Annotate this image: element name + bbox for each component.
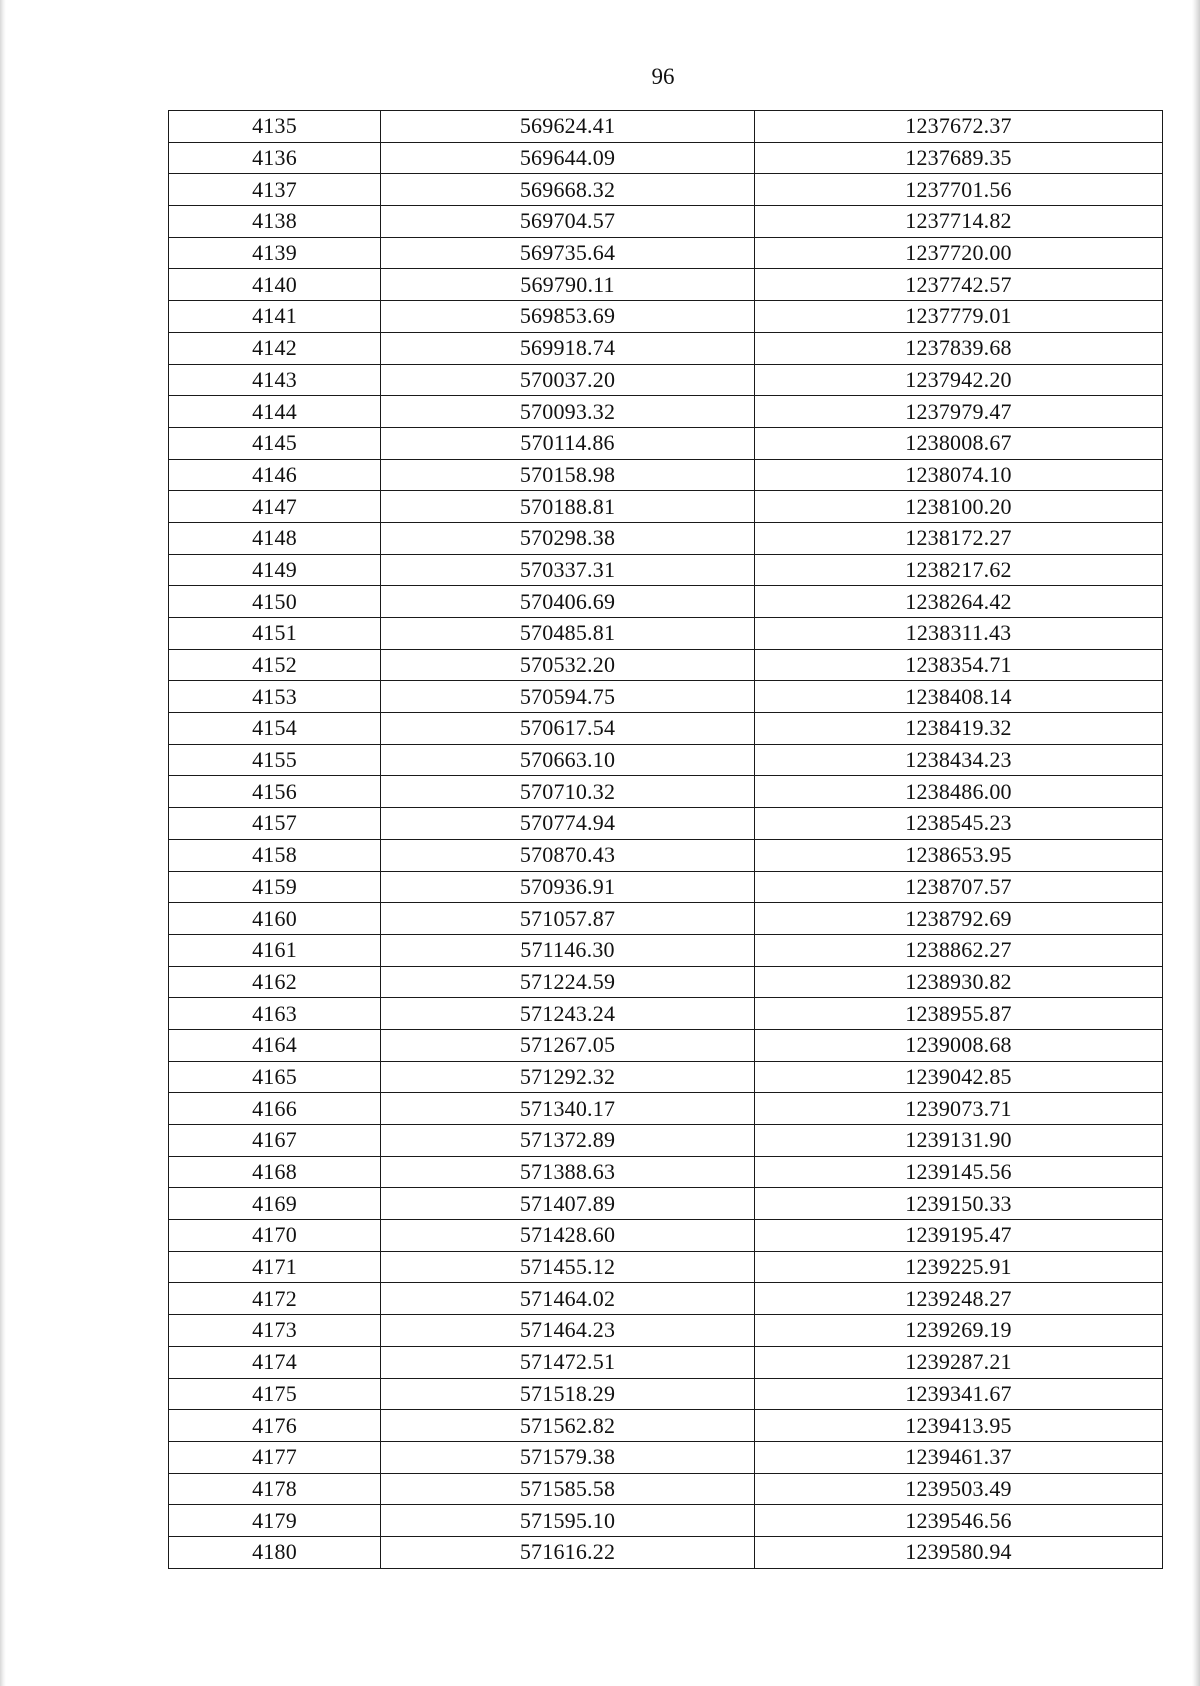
- y-coordinate-cell: 1239413.95: [755, 1410, 1163, 1442]
- y-coordinate-cell: 1239145.56: [755, 1156, 1163, 1188]
- point-number-cell: 4164: [169, 1029, 381, 1061]
- y-coordinate-cell: 1238862.27: [755, 934, 1163, 966]
- x-coordinate-cell: 571243.24: [381, 998, 755, 1030]
- table-row: [169, 744, 1163, 776]
- table-row: [169, 649, 1163, 681]
- point-number-cell: 4170: [169, 1220, 381, 1252]
- y-coordinate-cell: 1237689.35: [755, 142, 1163, 174]
- table-row: [169, 1473, 1163, 1505]
- x-coordinate-cell: 569918.74: [381, 332, 755, 364]
- x-coordinate-cell: 570298.38: [381, 522, 755, 554]
- table-row: [169, 427, 1163, 459]
- y-coordinate-cell: 1238217.62: [755, 554, 1163, 586]
- y-coordinate-cell: 1238419.32: [755, 713, 1163, 745]
- page-number: 96: [651, 64, 675, 89]
- x-coordinate-cell: 571372.89: [381, 1125, 755, 1157]
- y-coordinate-cell: 1237839.68: [755, 332, 1163, 364]
- y-coordinate-cell: 1237720.00: [755, 237, 1163, 269]
- y-coordinate-cell: 1239008.68: [755, 1029, 1163, 1061]
- point-number-cell: 4172: [169, 1283, 381, 1315]
- x-coordinate-cell: 570114.86: [381, 427, 755, 459]
- point-number-cell: 4155: [169, 744, 381, 776]
- table-row: [169, 554, 1163, 586]
- x-coordinate-cell: 570532.20: [381, 649, 755, 681]
- x-coordinate-cell: 569668.32: [381, 174, 755, 206]
- point-number-cell: 4143: [169, 364, 381, 396]
- point-number-cell: 4144: [169, 396, 381, 428]
- x-coordinate-cell: 571464.02: [381, 1283, 755, 1315]
- y-coordinate-cell: 1238955.87: [755, 998, 1163, 1030]
- table-row: [169, 206, 1163, 238]
- table-row: [169, 713, 1163, 745]
- x-coordinate-cell: 570663.10: [381, 744, 755, 776]
- point-number-cell: 4169: [169, 1188, 381, 1220]
- point-number-cell: 4175: [169, 1378, 381, 1410]
- x-coordinate-cell: 571428.60: [381, 1220, 755, 1252]
- table-row: [169, 269, 1163, 301]
- point-number-cell: 4177: [169, 1441, 381, 1473]
- point-number-cell: 4160: [169, 903, 381, 935]
- table-row: [169, 1220, 1163, 1252]
- y-coordinate-cell: 1237714.82: [755, 206, 1163, 238]
- x-coordinate-cell: 570774.94: [381, 808, 755, 840]
- table-row: [169, 1536, 1163, 1568]
- y-coordinate-cell: 1239287.21: [755, 1346, 1163, 1378]
- y-coordinate-cell: 1239225.91: [755, 1251, 1163, 1283]
- point-number-cell: 4151: [169, 618, 381, 650]
- point-number-cell: 4142: [169, 332, 381, 364]
- y-coordinate-cell: 1239248.27: [755, 1283, 1163, 1315]
- table-row: [169, 1283, 1163, 1315]
- x-coordinate-cell: 571388.63: [381, 1156, 755, 1188]
- table-row: [169, 776, 1163, 808]
- table-row: [169, 903, 1163, 935]
- x-coordinate-cell: 571267.05: [381, 1029, 755, 1061]
- x-coordinate-cell: 571616.22: [381, 1536, 755, 1568]
- x-coordinate-cell: 570337.31: [381, 554, 755, 586]
- y-coordinate-cell: 1239131.90: [755, 1125, 1163, 1157]
- y-coordinate-cell: 1237701.56: [755, 174, 1163, 206]
- x-coordinate-cell: 571292.32: [381, 1061, 755, 1093]
- x-coordinate-cell: 570936.91: [381, 871, 755, 903]
- x-coordinate-cell: 571579.38: [381, 1441, 755, 1473]
- table-row: [169, 1378, 1163, 1410]
- table-row: [169, 1061, 1163, 1093]
- y-coordinate-cell: 1239503.49: [755, 1473, 1163, 1505]
- table-row: [169, 839, 1163, 871]
- point-number-cell: 4166: [169, 1093, 381, 1125]
- y-coordinate-cell: 1237942.20: [755, 364, 1163, 396]
- table-row: [169, 808, 1163, 840]
- point-number-cell: 4158: [169, 839, 381, 871]
- table-row: [169, 491, 1163, 523]
- point-number-cell: 4167: [169, 1125, 381, 1157]
- x-coordinate-cell: 570870.43: [381, 839, 755, 871]
- table-row: [169, 1029, 1163, 1061]
- y-coordinate-cell: 1239073.71: [755, 1093, 1163, 1125]
- x-coordinate-cell: 569853.69: [381, 301, 755, 333]
- x-coordinate-cell: 570617.54: [381, 713, 755, 745]
- point-number-cell: 4156: [169, 776, 381, 808]
- y-coordinate-cell: 1239150.33: [755, 1188, 1163, 1220]
- x-coordinate-cell: 571407.89: [381, 1188, 755, 1220]
- x-coordinate-cell: 571472.51: [381, 1346, 755, 1378]
- table-row: [169, 174, 1163, 206]
- y-coordinate-cell: 1238707.57: [755, 871, 1163, 903]
- x-coordinate-cell: 570188.81: [381, 491, 755, 523]
- table-row: [169, 934, 1163, 966]
- point-number-cell: 4165: [169, 1061, 381, 1093]
- y-coordinate-cell: 1238408.14: [755, 681, 1163, 713]
- y-coordinate-cell: 1239341.67: [755, 1378, 1163, 1410]
- y-coordinate-cell: 1238545.23: [755, 808, 1163, 840]
- y-coordinate-cell: 1239195.47: [755, 1220, 1163, 1252]
- x-coordinate-cell: 569735.64: [381, 237, 755, 269]
- x-coordinate-cell: 569624.41: [381, 111, 755, 143]
- point-number-cell: 4150: [169, 586, 381, 618]
- point-number-cell: 4148: [169, 522, 381, 554]
- table-row: [169, 1505, 1163, 1537]
- point-number-cell: 4137: [169, 174, 381, 206]
- y-coordinate-cell: 1238008.67: [755, 427, 1163, 459]
- x-coordinate-cell: 570406.69: [381, 586, 755, 618]
- point-number-cell: 4136: [169, 142, 381, 174]
- x-coordinate-cell: 569644.09: [381, 142, 755, 174]
- x-coordinate-cell: 571464.23: [381, 1315, 755, 1347]
- y-coordinate-cell: 1238354.71: [755, 649, 1163, 681]
- table-row: [169, 998, 1163, 1030]
- x-coordinate-cell: 571562.82: [381, 1410, 755, 1442]
- table-row: [169, 1315, 1163, 1347]
- table-row: [169, 459, 1163, 491]
- table-row: [169, 111, 1163, 143]
- table-row: [169, 681, 1163, 713]
- table-row: [169, 1346, 1163, 1378]
- x-coordinate-cell: 571224.59: [381, 966, 755, 998]
- point-number-cell: 4168: [169, 1156, 381, 1188]
- table-row: [169, 1188, 1163, 1220]
- point-number-cell: 4154: [169, 713, 381, 745]
- point-number-cell: 4161: [169, 934, 381, 966]
- point-number-cell: 4140: [169, 269, 381, 301]
- table-row: [169, 618, 1163, 650]
- x-coordinate-cell: 570594.75: [381, 681, 755, 713]
- table-row: [169, 522, 1163, 554]
- point-number-cell: 4141: [169, 301, 381, 333]
- y-coordinate-cell: 1237742.57: [755, 269, 1163, 301]
- y-coordinate-cell: 1238264.42: [755, 586, 1163, 618]
- point-number-cell: 4149: [169, 554, 381, 586]
- point-number-cell: 4176: [169, 1410, 381, 1442]
- coordinates-table-body: [169, 111, 1163, 1569]
- point-number-cell: 4157: [169, 808, 381, 840]
- table-row: [169, 301, 1163, 333]
- y-coordinate-cell: 1238792.69: [755, 903, 1163, 935]
- table-row: [169, 142, 1163, 174]
- point-number-cell: 4146: [169, 459, 381, 491]
- x-coordinate-cell: 570710.32: [381, 776, 755, 808]
- x-coordinate-cell: 571455.12: [381, 1251, 755, 1283]
- x-coordinate-cell: 571340.17: [381, 1093, 755, 1125]
- point-number-cell: 4139: [169, 237, 381, 269]
- x-coordinate-cell: 570158.98: [381, 459, 755, 491]
- table-row: [169, 1093, 1163, 1125]
- x-coordinate-cell: 571518.29: [381, 1378, 755, 1410]
- y-coordinate-cell: 1239546.56: [755, 1505, 1163, 1537]
- point-number-cell: 4163: [169, 998, 381, 1030]
- x-coordinate-cell: 570485.81: [381, 618, 755, 650]
- point-number-cell: 4178: [169, 1473, 381, 1505]
- scan-edge-left: [0, 0, 6, 1686]
- coordinates-table: [168, 110, 1163, 1569]
- point-number-cell: 4138: [169, 206, 381, 238]
- y-coordinate-cell: 1238486.00: [755, 776, 1163, 808]
- y-coordinate-cell: 1237779.01: [755, 301, 1163, 333]
- point-number-cell: 4152: [169, 649, 381, 681]
- x-coordinate-cell: 571057.87: [381, 903, 755, 935]
- y-coordinate-cell: 1237672.37: [755, 111, 1163, 143]
- table-row: [169, 1125, 1163, 1157]
- y-coordinate-cell: 1239580.94: [755, 1536, 1163, 1568]
- table-row: [169, 1441, 1163, 1473]
- y-coordinate-cell: 1238074.10: [755, 459, 1163, 491]
- x-coordinate-cell: 569704.57: [381, 206, 755, 238]
- table-row: [169, 396, 1163, 428]
- table-row: [169, 871, 1163, 903]
- scan-edge-right: [1192, 0, 1200, 1686]
- y-coordinate-cell: 1238930.82: [755, 966, 1163, 998]
- table-row: [169, 586, 1163, 618]
- x-coordinate-cell: 571595.10: [381, 1505, 755, 1537]
- point-number-cell: 4179: [169, 1505, 381, 1537]
- point-number-cell: 4171: [169, 1251, 381, 1283]
- point-number-cell: 4180: [169, 1536, 381, 1568]
- table-row: [169, 966, 1163, 998]
- x-coordinate-cell: 570037.20: [381, 364, 755, 396]
- x-coordinate-cell: 570093.32: [381, 396, 755, 428]
- table-row: [169, 1156, 1163, 1188]
- y-coordinate-cell: 1239461.37: [755, 1441, 1163, 1473]
- table-row: [169, 1251, 1163, 1283]
- x-coordinate-cell: 569790.11: [381, 269, 755, 301]
- table-row: [169, 332, 1163, 364]
- y-coordinate-cell: 1238311.43: [755, 618, 1163, 650]
- y-coordinate-cell: 1237979.47: [755, 396, 1163, 428]
- point-number-cell: 4174: [169, 1346, 381, 1378]
- table-row: [169, 1410, 1163, 1442]
- y-coordinate-cell: 1238172.27: [755, 522, 1163, 554]
- x-coordinate-cell: 571146.30: [381, 934, 755, 966]
- table-row: [169, 237, 1163, 269]
- point-number-cell: 4145: [169, 427, 381, 459]
- point-number-cell: 4135: [169, 111, 381, 143]
- y-coordinate-cell: 1239269.19: [755, 1315, 1163, 1347]
- point-number-cell: 4173: [169, 1315, 381, 1347]
- point-number-cell: 4153: [169, 681, 381, 713]
- point-number-cell: 4159: [169, 871, 381, 903]
- y-coordinate-cell: 1238653.95: [755, 839, 1163, 871]
- y-coordinate-cell: 1238100.20: [755, 491, 1163, 523]
- point-number-cell: 4162: [169, 966, 381, 998]
- point-number-cell: 4147: [169, 491, 381, 523]
- y-coordinate-cell: 1238434.23: [755, 744, 1163, 776]
- table-row: [169, 364, 1163, 396]
- y-coordinate-cell: 1239042.85: [755, 1061, 1163, 1093]
- x-coordinate-cell: 571585.58: [381, 1473, 755, 1505]
